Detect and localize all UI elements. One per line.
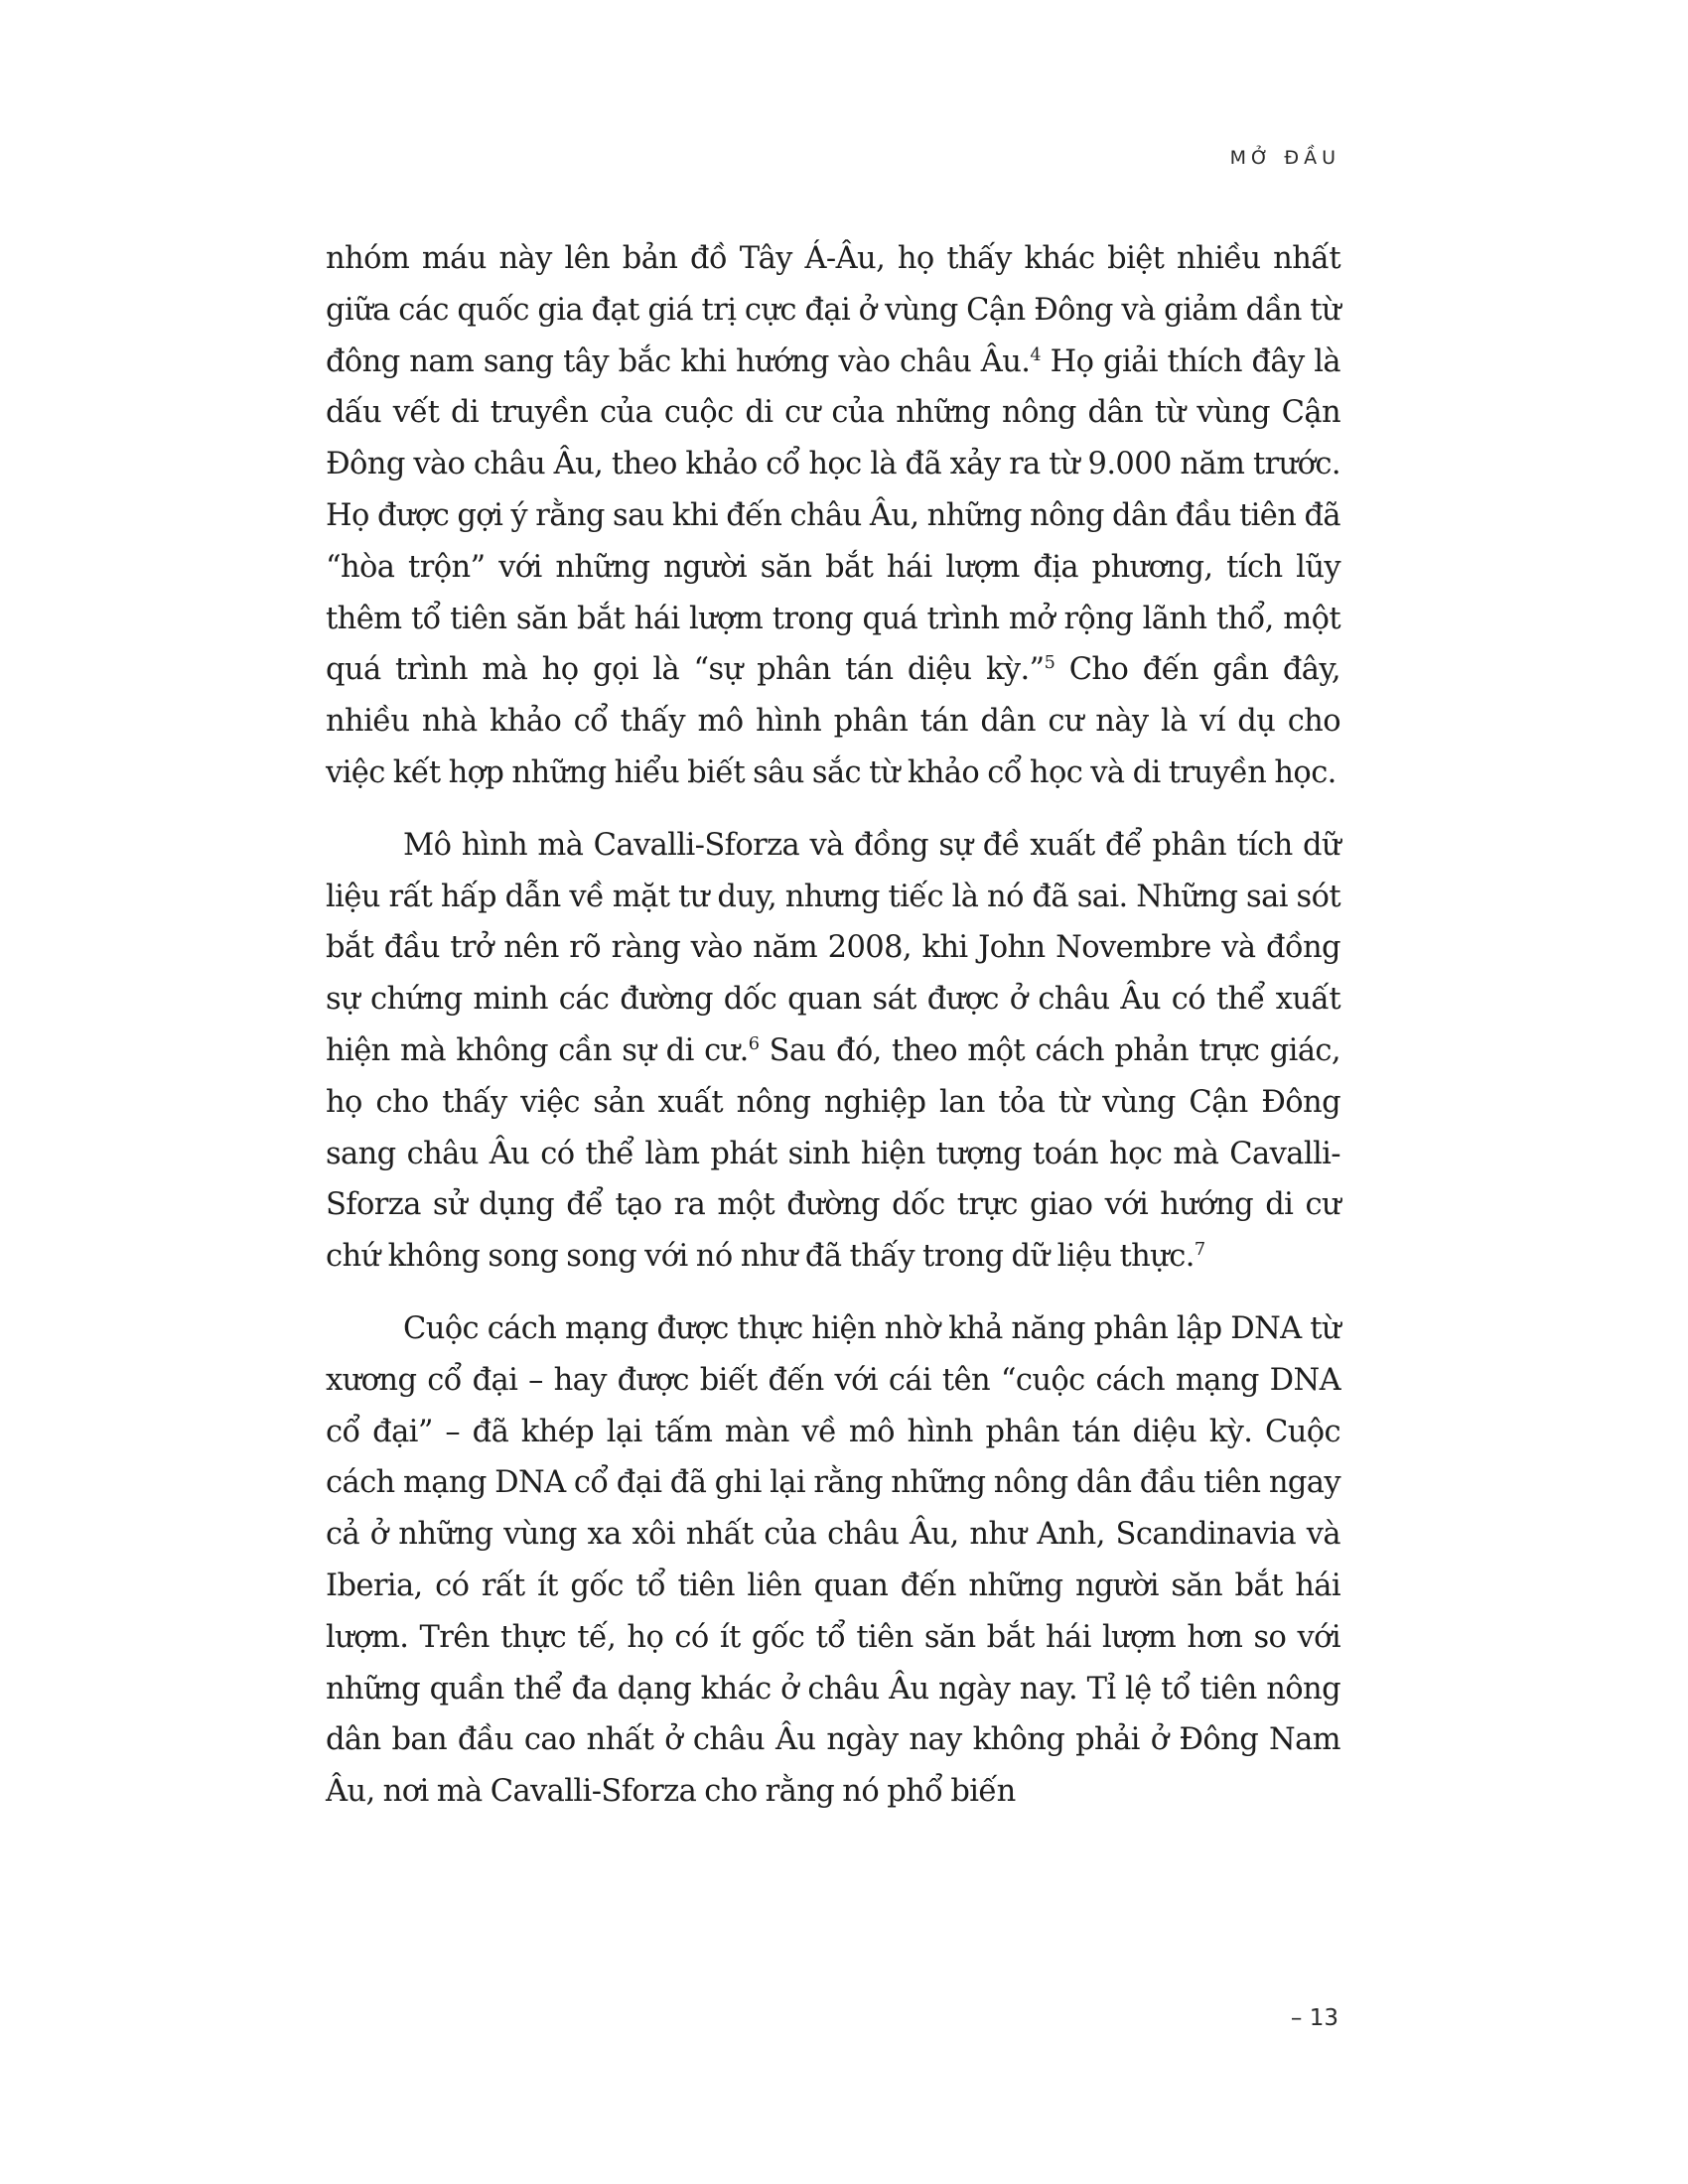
text-segment: Mô hình mà Cavalli-Sforza và đồng sự đề xuất để phân tích dữ liệu rất hấp dẫn về mặt tư duy, nhưng tiếc là nó đã sai. Những sai sót bắt đầu trở nên rõ ràng vào năm 2008, khi John Novembre và đồng sự chứng minh các đường dốc quan sát được ở châu Âu có thể xuất hiện mà không cần sự di cư. xyxy=(326,827,1340,1068)
text-segment: Họ giải thích đây là dấu vết di truyền của cuộc di cư của những nông dân từ vùng Cận Đông vào châu Âu, theo khảo cổ học là đã xảy ra từ 9.000 năm trước. Họ được gợi ý rằng sau khi đến châu Âu, những nông dân đầu tiên đã “hòa trộn” với những người săn bắt hái lượm địa phương, tích lũy thêm tổ tiên săn bắt hái lượm trong quá trình mở rộng lãnh thổ, một quá trình mà họ gọi là “sự phân tán diệu kỳ.” xyxy=(326,343,1341,688)
running-head: MỞ ĐẦU xyxy=(1229,147,1340,169)
body-text xyxy=(326,233,1340,1818)
footnote-ref-6: 6 xyxy=(748,1033,760,1054)
text-segment: Cho đến gần đây, nhiều nhà khảo cổ thấy mô hình phân tán dân cư này là ví dụ cho việc kết hợp những hiểu biết sâu sắc từ khảo cổ học và di truyền học. xyxy=(326,652,1341,790)
text-segment: Sau đó, theo một cách phản trực giác, họ cho thấy việc sản xuất nông nghiệp lan tỏa từ vùng Cận Đông sang châu Âu có thể làm phát sinh hiện tượng toán học mà Cavalli-Sforza sử dụng để tạo ra một đường dốc trực giao với hướng di cư chứ không song song với nó như đã thấy trong dữ liệu thực. xyxy=(326,1032,1340,1275)
text-segment: Cuộc cách mạng được thực hiện nhờ khả năng phân lập DNA từ xương cổ đại – hay được biết đến với cái tên “cuộc cách mạng DNA cổ đại” – đã khép lại tấm màn về mô hình phân tán diệu kỳ. Cuộc cách mạng DNA cổ đại đã ghi lại rằng những nông dân đầu tiên ngay cả ở những vùng xa xôi nhất của châu Âu, như Anh, Scandinavia và Iberia, có rất ít gốc tổ tiên liên quan đến những người săn bắt hái lượm. Trên thực tế, họ có ít gốc tổ tiên săn bắt hái lượm hơn so với những quần thể đa dạng khác ở châu Âu ngày nay. Tỉ lệ tổ tiên nông dân ban đầu cao nhất ở châu Âu ngày nay không phải ở Đông Nam Âu, nơi mà Cavalli-Sforza cho rằng nó phổ biến xyxy=(326,1310,1340,1810)
paragraph-3 xyxy=(326,1303,1340,1818)
footnote-ref-4: 4 xyxy=(1030,344,1042,365)
text-segment: nhóm máu này lên bản đồ Tây Á-Âu, họ thấy khác biệt nhiều nhất giữa các quốc gia đạt giá trị cực đại ở vùng Cận Đông và giảm dần từ đông nam sang tây bắc khi hướng vào châu Âu. xyxy=(326,241,1340,379)
page-number: – 13 xyxy=(1290,2005,1338,2031)
paragraph-2 xyxy=(326,820,1340,1283)
footnote-ref-7: 7 xyxy=(1194,1239,1205,1260)
footnote-ref-5: 5 xyxy=(1044,653,1055,674)
paragraph-1 xyxy=(326,233,1340,799)
